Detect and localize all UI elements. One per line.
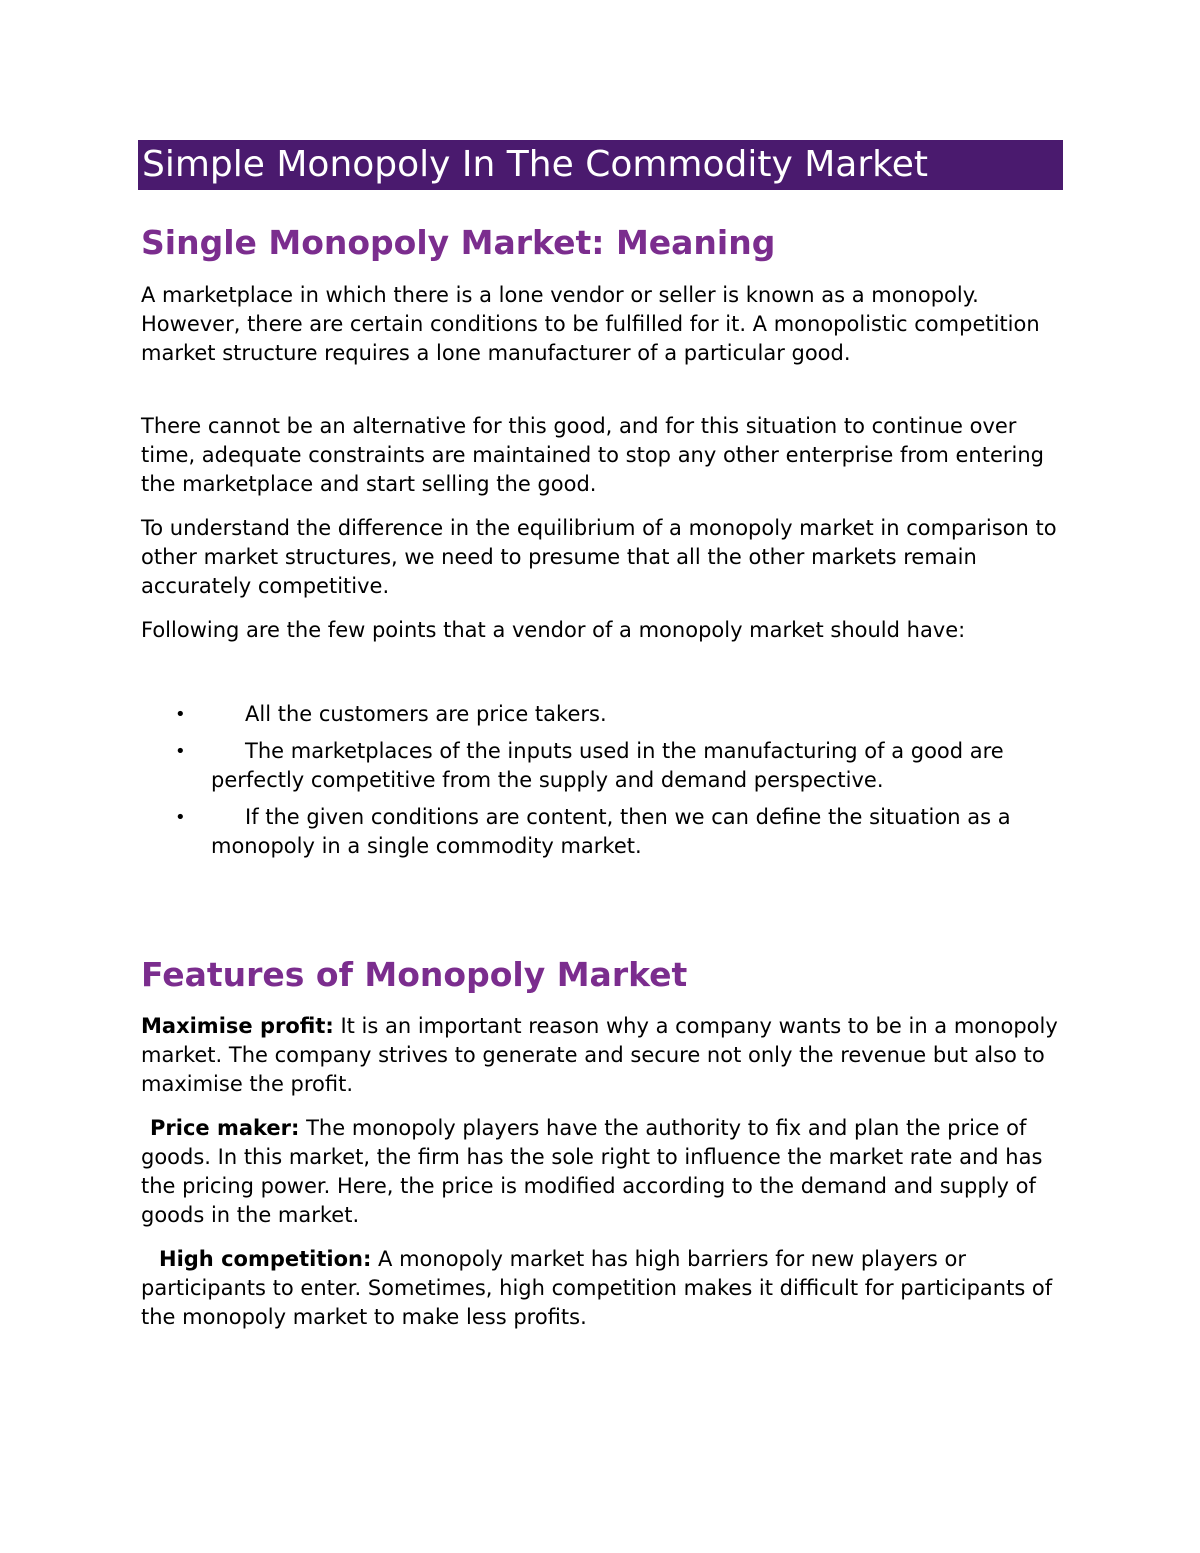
- conditions-list: [141, 700, 1061, 869]
- list-item-text: The marketplaces of the inputs used in the manufacturing of a good are perfectly competitive from the supply and demand perspective.: [211, 739, 1004, 792]
- feature-price-maker: [141, 1114, 1061, 1230]
- list-item-text: If the given conditions are content, then we can define the situation as a monopoly in a single commodity market.: [211, 805, 1011, 858]
- bullet-icon: •: [175, 704, 186, 725]
- paragraph-definition: A marketplace in which there is a lone vendor or seller is known as a monopoly. However, there are certain conditions to be fulfilled for it. A monopolistic competition market structure requires a lone manufacturer of a particular good.: [141, 283, 1040, 365]
- bullet-icon: •: [175, 741, 186, 762]
- feature-term: Maximise profit:: [141, 1014, 334, 1038]
- paragraph-equilibrium: To understand the difference in the equilibrium of a monopoly market in comparison to other market structures, we need to presume that all the other markets remain accurately competitive.: [141, 516, 1057, 598]
- paragraph-no-alternative: There cannot be an alternative for this good, and for this situation to continue over time, adequate constraints are maintained to stop any other enterprise from entering the marketplace and start selling the good.: [141, 414, 1044, 496]
- feature-description: The monopoly players have the authority to fix and plan the price of goods. In this market, the firm has the sole right to influence the market rate and has the pricing power. Here, the price is modified according to the demand and supply of goods in the market.: [141, 1116, 1043, 1227]
- feature-description: A monopoly market has high barriers for new players or participants to enter. Sometimes, high competition makes it difficult for participants of the monopoly market to make less profits.: [141, 1247, 1053, 1329]
- section-heading-meaning: Single Monopoly Market: Meaning: [141, 223, 776, 262]
- feature-term: High competition:: [159, 1247, 372, 1271]
- paragraph-points-intro: Following are the few points that a vendor of a monopoly market should have:: [141, 618, 966, 642]
- list-item-text: All the customers are price takers.: [245, 702, 607, 726]
- section-heading-features: Features of Monopoly Market: [141, 955, 688, 994]
- list-item: [141, 803, 1061, 861]
- feature-term: Price maker:: [150, 1116, 300, 1140]
- feature-maximise-profit: [141, 1012, 1061, 1099]
- list-item: [141, 737, 1061, 795]
- bullet-icon: •: [175, 807, 186, 828]
- list-item: [141, 700, 1061, 729]
- document-title: Simple Monopoly In The Commodity Market: [138, 140, 1063, 190]
- feature-high-competition: [141, 1245, 1061, 1332]
- feature-description: It is an important reason why a company wants to be in a monopoly market. The company strives to generate and secure not only the revenue but also to maximise the profit.: [141, 1014, 1058, 1096]
